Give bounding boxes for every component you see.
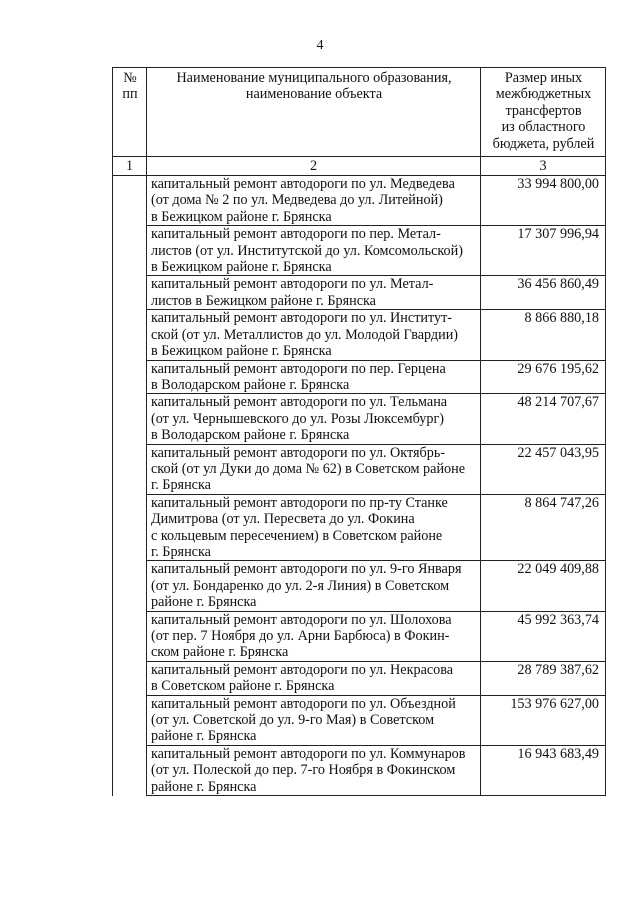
object-name-cell: капитальный ремонт автодороги по ул. Некрасова в Советском районе г. Брянска bbox=[147, 661, 481, 695]
column-number-2: 2 bbox=[147, 157, 481, 176]
amount-cell: 22 049 409,88 bbox=[481, 561, 606, 611]
amount-cell: 8 864 747,26 bbox=[481, 494, 606, 561]
object-name-cell: капитальный ремонт автодороги по пер. Метал- листов (от ул. Институтской до ул. Комсомольской) в Бежицком районе г. Брянска bbox=[147, 226, 481, 276]
table-row bbox=[113, 611, 606, 661]
object-name-cell: капитальный ремонт автодороги по ул. Объездной (от ул. Советской до ул. 9-го Мая) в Советском районе г. Брянска bbox=[147, 695, 481, 745]
column-number-row bbox=[113, 157, 606, 176]
object-name-cell: капитальный ремонт автодороги по пр-ту Станке Димитрова (от ул. Пересвета до ул. Фокина с кольцевым пересечением) в Советском районе г. Брянска bbox=[147, 494, 481, 561]
object-name-cell: капитальный ремонт автодороги по ул. Медведева (от дома № 2 по ул. Медведева до ул. Литейной) в Бежицком районе г. Брянска bbox=[147, 176, 481, 226]
table-row bbox=[113, 494, 606, 561]
table-row bbox=[113, 561, 606, 611]
object-name-cell: капитальный ремонт автодороги по ул. Метал- листов в Бежицком районе г. Брянска bbox=[147, 276, 481, 310]
header-number: № пп bbox=[113, 68, 147, 157]
amount-cell: 28 789 387,62 bbox=[481, 661, 606, 695]
table-row bbox=[113, 695, 606, 745]
table-row bbox=[113, 360, 606, 394]
object-name-cell: капитальный ремонт автодороги по ул. 9-го Января (от ул. Бондаренко до ул. 2-я Линия) в Советском районе г. Брянска bbox=[147, 561, 481, 611]
table-row bbox=[113, 745, 606, 795]
table-row bbox=[113, 276, 606, 310]
table-row bbox=[113, 226, 606, 276]
table-body bbox=[113, 176, 606, 796]
amount-cell: 153 976 627,00 bbox=[481, 695, 606, 745]
amount-cell: 48 214 707,67 bbox=[481, 394, 606, 444]
amount-cell: 8 866 880,18 bbox=[481, 310, 606, 360]
column-number-3: 3 bbox=[481, 157, 606, 176]
table-row bbox=[113, 176, 606, 226]
transfers-table bbox=[112, 67, 606, 796]
table-row bbox=[113, 661, 606, 695]
table-row bbox=[113, 444, 606, 494]
amount-cell: 16 943 683,49 bbox=[481, 745, 606, 795]
header-amount: Размер иных межбюджетных трансфертов из областного бюджета, рублей bbox=[481, 68, 606, 157]
object-name-cell: капитальный ремонт автодороги по ул. Шолохова (от пер. 7 Ноября до ул. Арни Барбюса) в Фокин- ском районе г. Брянска bbox=[147, 611, 481, 661]
page-number: 4 bbox=[316, 38, 324, 53]
object-name-cell: капитальный ремонт автодороги по ул. Тельмана (от ул. Чернышевского до ул. Розы Люксембург) в Володарском районе г. Брянска bbox=[147, 394, 481, 444]
object-name-cell: капитальный ремонт автодороги по пер. Герцена в Володарском районе г. Брянска bbox=[147, 360, 481, 394]
object-name-cell: капитальный ремонт автодороги по ул. Октябрь- ской (от ул Дуки до дома № 62) в Советском районе г. Брянска bbox=[147, 444, 481, 494]
amount-cell: 45 992 363,74 bbox=[481, 611, 606, 661]
amount-cell: 36 456 860,49 bbox=[481, 276, 606, 310]
amount-cell: 17 307 996,94 bbox=[481, 226, 606, 276]
amount-cell: 33 994 800,00 bbox=[481, 176, 606, 226]
amount-cell: 29 676 195,62 bbox=[481, 360, 606, 394]
table-header-row bbox=[113, 68, 606, 157]
row-index-cell bbox=[113, 176, 147, 796]
object-name-cell: капитальный ремонт автодороги по ул. Коммунаров (от ул. Полеской до пер. 7-го Ноября в Фокинском районе г. Брянска bbox=[147, 745, 481, 795]
header-name: Наименование муниципального образования, наименование объекта bbox=[147, 68, 481, 157]
column-number-1: 1 bbox=[113, 157, 147, 176]
amount-cell: 22 457 043,95 bbox=[481, 444, 606, 494]
table-row bbox=[113, 310, 606, 360]
table-row bbox=[113, 394, 606, 444]
object-name-cell: капитальный ремонт автодороги по ул. Институт- ской (от ул. Металлистов до ул. Молодой Гвардии) в Бежицком районе г. Брянска bbox=[147, 310, 481, 360]
